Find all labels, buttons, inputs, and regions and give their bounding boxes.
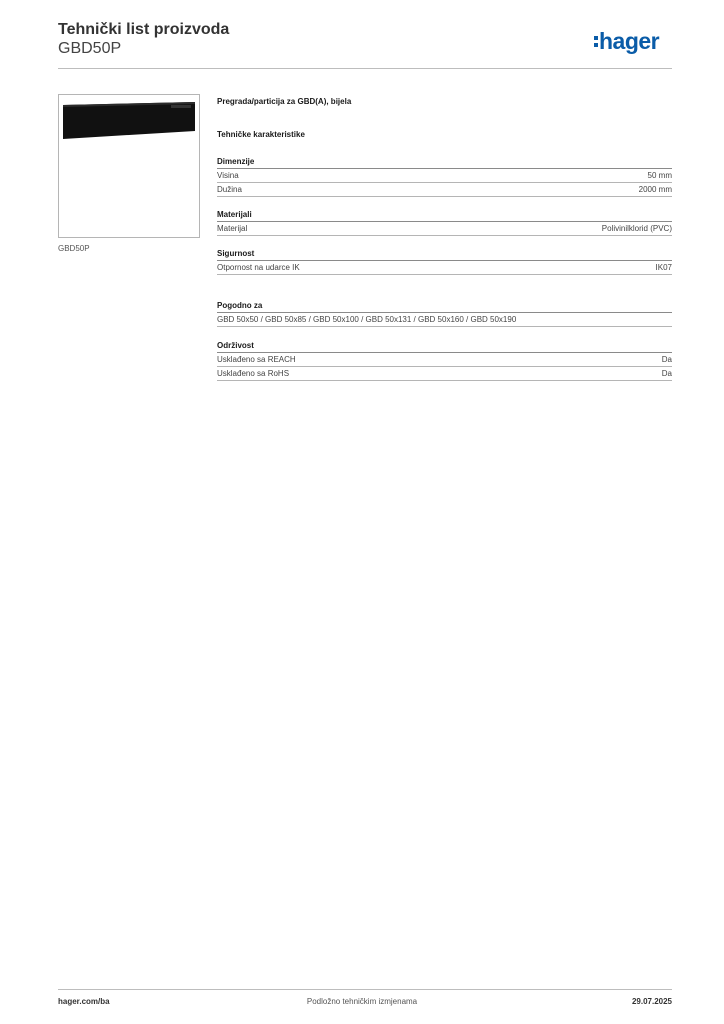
spec-label: Usklađeno sa REACH bbox=[217, 355, 296, 364]
spec-value: Da bbox=[661, 369, 672, 378]
footer-website-link[interactable]: hager.com/ba bbox=[58, 997, 110, 1006]
product-code: GBD50P bbox=[58, 40, 122, 57]
group-materials bbox=[217, 209, 672, 236]
group-title: Materijali bbox=[217, 209, 672, 222]
group-title: Sigurnost bbox=[217, 248, 672, 261]
spec-value: Da bbox=[661, 355, 672, 364]
spec-value: 2000 mm bbox=[638, 185, 672, 194]
group-title: Pogodno za bbox=[217, 300, 672, 313]
header-divider bbox=[58, 68, 672, 69]
spec-row bbox=[217, 183, 672, 197]
group-sustainability bbox=[217, 340, 672, 381]
spec-row bbox=[217, 367, 672, 381]
spec-label: Otpornost na udarce IK bbox=[217, 263, 300, 272]
product-name: Pregrada/particija za GBD(A), bijela bbox=[217, 97, 352, 106]
technical-characteristics-header: Tehničke karakteristike bbox=[217, 130, 305, 139]
group-title: Dimenzije bbox=[217, 156, 672, 169]
spec-value: IK07 bbox=[655, 263, 672, 272]
spec-label: Dužina bbox=[217, 185, 242, 194]
footer-divider bbox=[58, 989, 672, 990]
group-safety bbox=[217, 248, 672, 275]
partition-profile-icon bbox=[59, 95, 199, 237]
spec-label: GBD 50x50 / GBD 50x85 / GBD 50x100 / GBD 50x131 / GBD 50x160 / GBD 50x190 bbox=[217, 315, 517, 324]
spec-row bbox=[217, 261, 672, 275]
document-title: Tehnički list proizvoda bbox=[58, 21, 230, 38]
spec-label: Usklađeno sa RoHS bbox=[217, 369, 290, 378]
hager-logo bbox=[594, 27, 659, 55]
spec-value: 50 mm bbox=[647, 171, 672, 180]
group-title: Održivost bbox=[217, 340, 672, 353]
spec-label: Visina bbox=[217, 171, 239, 180]
product-image-caption: GBD50P bbox=[58, 244, 90, 253]
logo-text: hager bbox=[599, 28, 660, 54]
spec-value: Polivinilklorid (PVC) bbox=[601, 224, 672, 233]
logo-dots-icon bbox=[594, 36, 598, 47]
spec-label: Materijal bbox=[217, 224, 248, 233]
product-image bbox=[58, 94, 200, 238]
group-dimensions bbox=[217, 156, 672, 197]
spec-row bbox=[217, 353, 672, 367]
spec-row bbox=[217, 313, 672, 327]
spec-row bbox=[217, 222, 672, 236]
footer-note: Podložno tehničkim izmjenama bbox=[306, 997, 418, 1006]
spec-row bbox=[217, 169, 672, 183]
footer-date: 29.07.2025 bbox=[631, 997, 672, 1006]
group-suitable-for bbox=[217, 300, 672, 327]
